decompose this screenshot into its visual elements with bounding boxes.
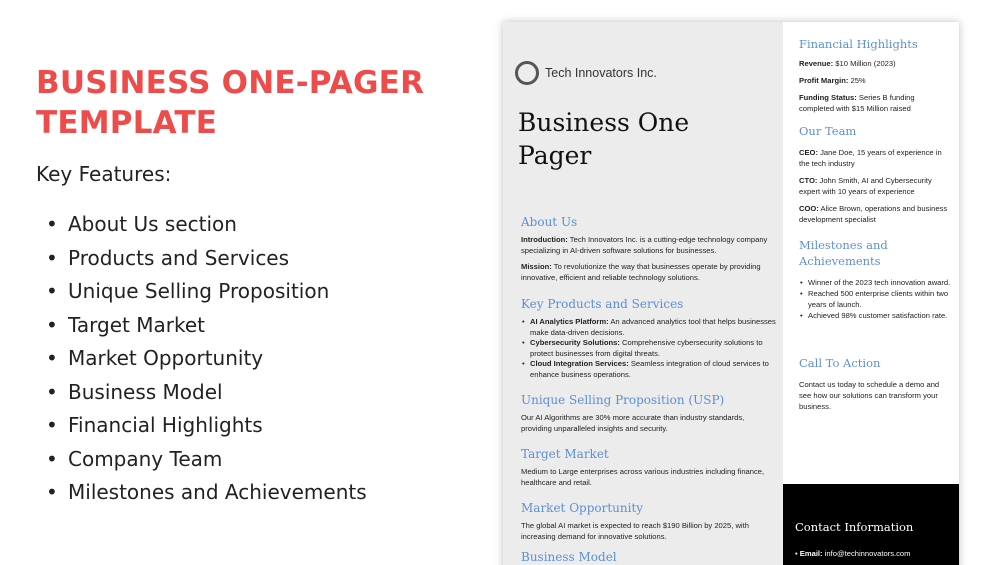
bullet-icon: • (46, 212, 58, 236)
bullet-icon: • (46, 279, 58, 303)
milestone-item: • Reached 500 enterprise clients within two years of launch. (799, 288, 951, 310)
slide-title: BUSINESS ONE-PAGER TEMPLATE (36, 65, 425, 141)
revenue-line (799, 58, 951, 69)
bullet-icon: • (46, 480, 58, 504)
team-section (799, 123, 951, 231)
revenue-label: Revenue: (799, 59, 834, 68)
feature-item (36, 409, 367, 443)
email-label: Email: (799, 549, 823, 558)
model-heading: Business Model (521, 550, 617, 564)
margin-line (799, 75, 951, 86)
financial-heading: Financial Highlights (799, 37, 918, 51)
cta-text: Contact us today to schedule a demo and see how our solutions can transform your business. (799, 380, 940, 411)
email-value: info@techinnovators.com (822, 549, 911, 558)
milestones-heading: Milestones and Achievements (799, 238, 888, 268)
product-label: AI Analytics Platform: (530, 317, 609, 326)
opportunity-heading: Market Opportunity (521, 501, 644, 515)
contact-section (783, 484, 959, 565)
mission-label: Mission: (521, 262, 552, 272)
model-section (521, 550, 777, 565)
bullet-icon: • (46, 245, 58, 270)
products-list (521, 317, 777, 381)
usp-heading: Unique Selling Proposition (USP) (521, 393, 725, 407)
products-heading: Key Products and Services (521, 297, 684, 311)
product-item (521, 338, 777, 359)
logo-ring-icon (515, 61, 539, 85)
product-text: Seamless integration of cloud services to enhance business operations. (530, 359, 769, 379)
milestones-list (799, 277, 951, 321)
product-item (521, 359, 777, 380)
feature-label: Market Opportunity (68, 346, 264, 370)
team-member (799, 203, 951, 225)
product-item (521, 317, 777, 338)
feature-item (36, 309, 367, 343)
intro-text: Tech Innovators Inc. is a cutting-edge technology company specializing in AI-driven software solutions for businesses. (521, 235, 768, 255)
usp-section (521, 393, 777, 440)
feature-label: Financial Highlights (68, 413, 263, 437)
feature-item (36, 275, 367, 309)
feature-label: Unique Selling Proposition (68, 279, 330, 303)
company-name: Tech Innovators Inc. (545, 66, 657, 80)
feature-label: Milestones and Achievements (68, 480, 367, 504)
funding-value: Series B funding completed with $15 Million raised (799, 93, 915, 113)
margin-value: 25% (848, 76, 866, 85)
bullet-icon: • (46, 446, 58, 471)
team-role: CTO: (799, 176, 818, 185)
bullet-icon: • (46, 413, 58, 437)
team-member (799, 147, 951, 169)
feature-label: Business Model (68, 379, 223, 404)
bullet-icon: • (46, 379, 58, 404)
opportunity-text: The global AI market is expected to reach $190 Billion by 2025, with increasing demand for innovative solutions. (521, 521, 749, 541)
bullet-icon: • (46, 346, 58, 370)
product-text: An advanced analytics tool that helps businesses make data-driven decisions. (530, 317, 776, 337)
feature-item (36, 376, 367, 410)
milestone-item: • Winner of the 2023 tech innovation award. (799, 277, 951, 288)
margin-label: Profit Margin: (799, 76, 849, 85)
feature-item (36, 208, 367, 242)
feature-label: Target Market (68, 312, 205, 337)
funding-line (799, 92, 951, 114)
feature-item (36, 476, 367, 510)
mission-text: To revolutionize the way that businesses operate by providing innovative, efficient and reliable technology solutions. (521, 262, 761, 282)
product-label: Cybersecurity Solutions: (530, 338, 620, 348)
about-heading: About Us (521, 215, 578, 229)
milestones-section (799, 237, 951, 321)
target-section (521, 447, 777, 494)
opportunity-section (521, 501, 777, 548)
products-section (521, 297, 777, 381)
feature-item (36, 443, 367, 477)
milestone-item: • Achieved 98% customer satisfaction rate. (799, 310, 951, 321)
feature-item (36, 242, 367, 276)
cta-section (799, 355, 951, 418)
intro-label: Introduction: (521, 235, 568, 244)
funding-label: Funding Status: (799, 93, 857, 102)
feature-label: Products and Services (68, 245, 290, 270)
team-text: John Smith, AI and Cybersecurity expert with 10 years of experience (799, 176, 932, 196)
target-text: Medium to Large enterprises across various industries including finance, healthcare and retail. (521, 467, 765, 487)
contact-heading: Contact Information (795, 520, 914, 534)
features-list (36, 208, 367, 510)
document-title: Business One Pager (518, 108, 690, 170)
usp-text: Our AI Algorithms are 30% more accurate than industry standards, providing unparalleled insights and security. (521, 413, 745, 433)
mission-paragraph (521, 262, 777, 283)
team-heading: Our Team (799, 124, 857, 138)
team-member (799, 175, 951, 197)
team-role: COO: (799, 204, 819, 213)
feature-label: Company Team (68, 446, 223, 471)
company-logo (515, 61, 657, 85)
feature-item (36, 342, 367, 376)
about-section (521, 215, 777, 289)
feature-label: About Us section (68, 212, 237, 236)
team-text: Jane Doe, 15 years of experience in the tech industry (799, 148, 942, 168)
key-features-label: Key Features: (36, 162, 172, 186)
document-preview (503, 22, 959, 565)
intro-paragraph (521, 235, 777, 256)
bullet-icon: • (46, 312, 58, 337)
target-heading: Target Market (521, 447, 609, 461)
cta-heading: Call To Action (799, 356, 881, 370)
team-text: Alice Brown, operations and business development specialist (799, 204, 948, 224)
team-role: CEO: (799, 148, 818, 157)
product-text: Comprehensive cybersecurity solutions to protect businesses from digital threats. (530, 338, 763, 358)
contact-email: • Email: info@techinnovators.com (795, 549, 911, 558)
product-label: Cloud Integration Services: (530, 359, 629, 369)
revenue-value: $10 Million (2023) (833, 59, 896, 68)
